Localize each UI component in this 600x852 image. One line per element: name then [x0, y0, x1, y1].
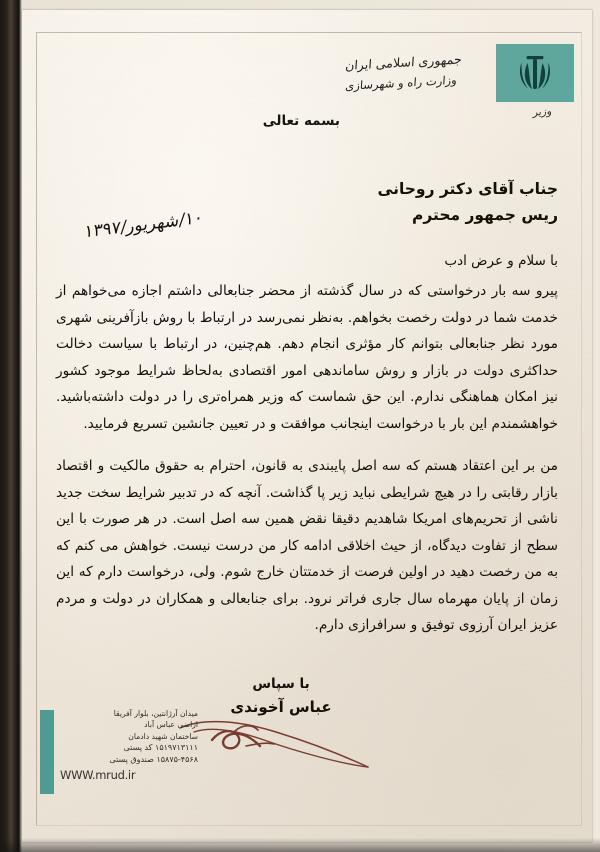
emblem-box	[496, 44, 574, 102]
po-box-value: ۱۵۸۷۵-۴۵۶۸	[156, 754, 198, 764]
salutation: با سلام و عرض ادب	[444, 253, 558, 269]
addressee-title: ریس جمهور محترم	[412, 206, 558, 224]
minister-label: وزیر	[532, 105, 553, 119]
body-paragraph-2: من بر این اعتقاد هستم که سه اصل پایبندی به قانون، احترام به حقوق مالکیت و اقتصاد بازار رقابتی را در هیچ شرایطی نباید زیر پا گذاشت. آنچه که در تدبیر شرایط سخت جدید ناشی از تحریم‌های امریکا شاهدیم دقیقا نقض همین سه اصل است. در هر صورت با این سطح از تفاوت دیدگاه، از حیث اخلاقی ادامه کار من درست نیست. خواهش می کنم که به من رخصت دهید در اولین فرصت از خدمتتان خارج شوم. ولی، درخواست دارم که این زمان از پایان مهرماه سال جاری فراتر نرود. برای جنابعالی و همکاران در دولت و مردم عزیز ایران آرزوی توفیق و سرافرازی دارم.	[56, 458, 558, 633]
body-paragraph-1: پیرو سه بار درخواستی که در سال گذشته از محضر جنابعالی داشتم اجازه می‌خواهم از خدمت شما در دولت رخصت بخواهم. به‌نظر نمی‌رسد در ارتباط با روش بازآفرینی شهری مورد نظر جنابعالی بتوانم کار مؤثری انجام دهم. هم‌چنین، در ارتباط با سیاست دخالت حداکثری دولت در بازار و روش ساماندهی امور اقتصادی به‌لحاظ شرایط موجود کشور نیز امکان هماهنگی ندارم. این حق شماست که وزیر همراه‌تری را در دولت داشته‌باشید. خواهشمندم این بار با درخواست اینجانب موافقت و در تعیین جانشین تسریع فرمایید.	[56, 283, 558, 432]
addressee-block	[377, 176, 558, 228]
po-box-label: صندوق پستی	[109, 754, 154, 764]
footer-po-box	[60, 754, 198, 765]
letter-page	[22, 10, 592, 842]
signer-name: عباس آخوندی	[230, 698, 332, 716]
footer-address-line-3: ساختمان شهید دادمان	[128, 731, 198, 741]
letter-body	[56, 250, 558, 655]
addressee-name: جناب آقای دکتر روحانی	[377, 180, 558, 198]
org-line-country: جمهوری اسلامی ایران	[344, 51, 463, 73]
footer-accent-bar	[40, 710, 54, 794]
footer-lines	[60, 708, 198, 782]
footer-address-line-1: میدان آرژانتین، بلوار آفریقا	[113, 709, 198, 718]
footer-website[interactable]: WWW.mrud.ir	[60, 768, 136, 783]
postal-code-value: ۱۵۱۹۷۱۳۱۱۱	[155, 743, 198, 753]
basmala-heading: بسمه تعالی	[262, 113, 340, 129]
footer-address-block	[40, 710, 200, 800]
iran-national-emblem-icon	[517, 53, 553, 93]
footer-address-line-2: اراضی عباس آباد	[144, 720, 198, 730]
handwritten-date: ۱۰/شهریور/۱۳۹۷	[83, 207, 204, 243]
closing-thanks: با سپاس	[252, 676, 310, 692]
org-line-ministry: وزارت راه و شهرسازی	[344, 72, 458, 93]
closing-block	[216, 674, 346, 719]
organization-name	[344, 48, 488, 93]
postal-code-label: کد پستی	[123, 743, 153, 753]
footer-postal-code	[60, 742, 198, 753]
handwritten-signature-icon	[172, 712, 382, 770]
letterhead	[344, 42, 574, 122]
